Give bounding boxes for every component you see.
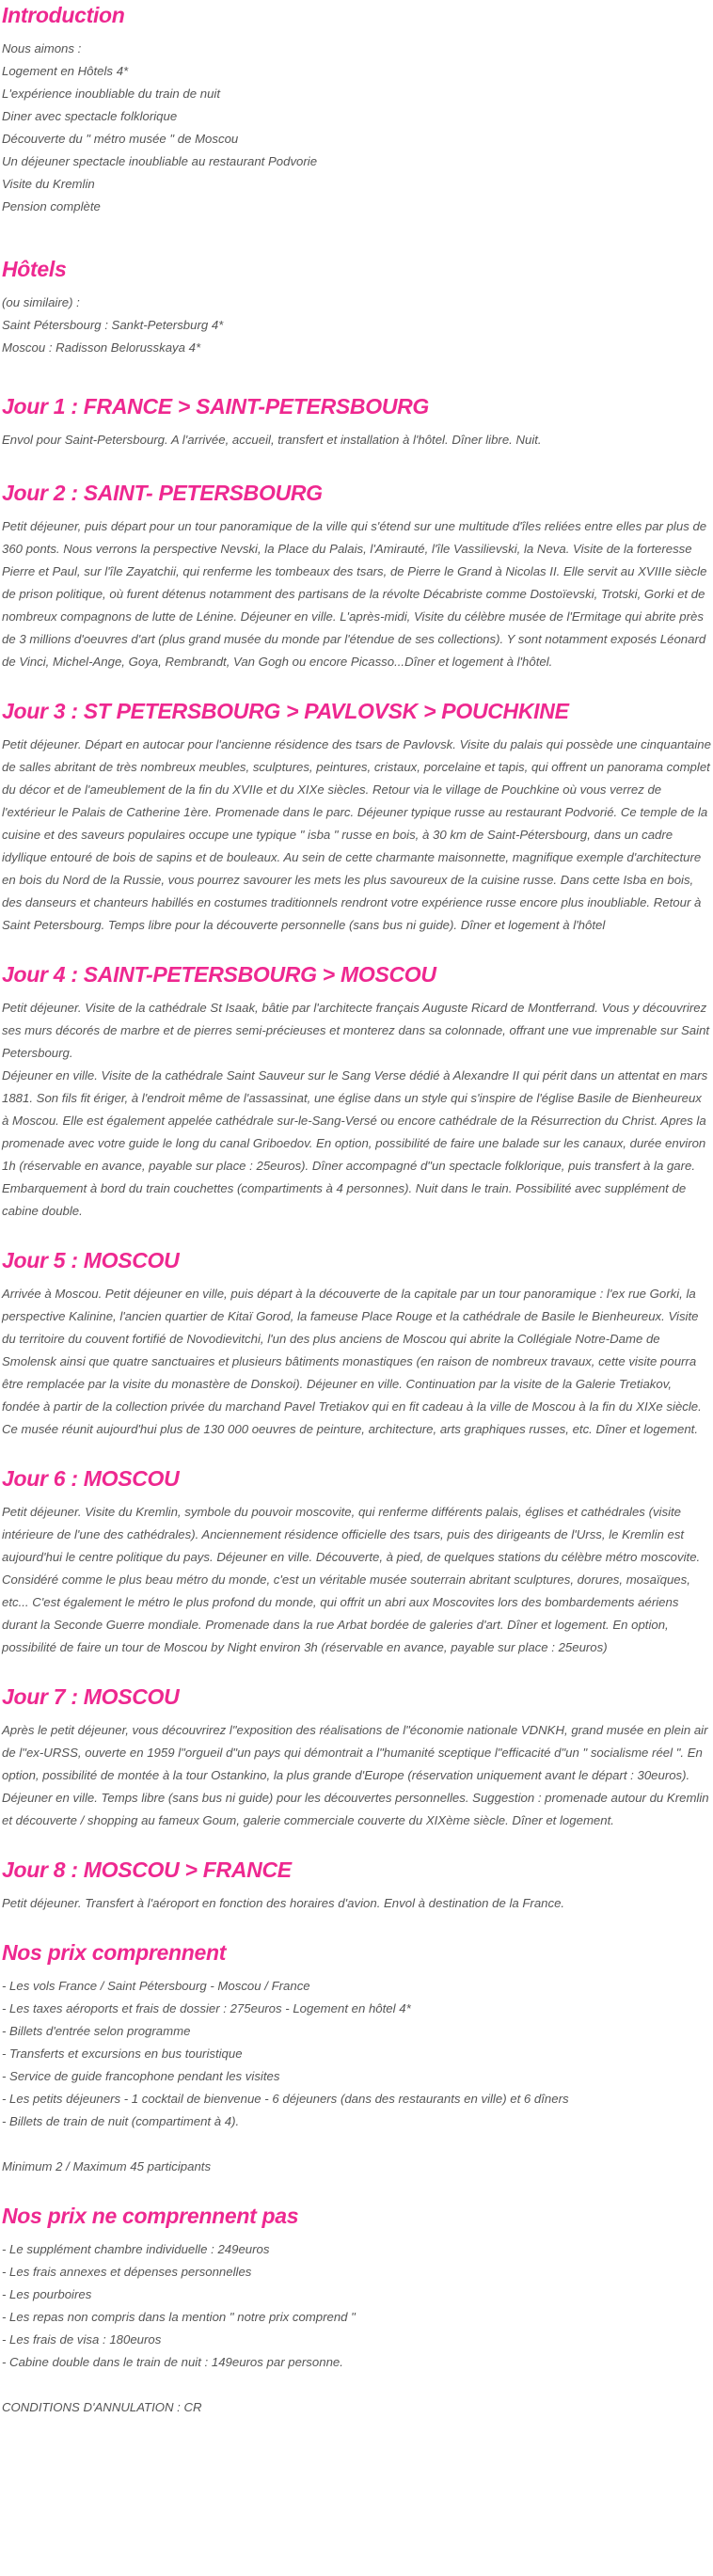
day-4-section xyxy=(2,961,711,1223)
cancellation-conditions: CONDITIONS D'ANNULATION : CR xyxy=(2,2400,202,2414)
day-description: Arrivée à Moscou. Petit déjeuner en ville, puis départ à la découverte de la capitale par un tour panoramique : l'ex rue Gorki, la perspective Kalinine, l'ancien quartier de Kitaï Gorod, la fameuse Place Rouge et la cathédrale de Basile le Bienheureux. Visite du territoire du couvent fortifié de Novodievitchi, l'un des plus anciens de Moscou qui abrite la Collégiale Notre-Dame de Smolensk ainsi que quatre sanctuaires et plusieurs bâtiments monastiques (en raison de nombreux travaux, cette visite pourra être remplacée par la visite du monastère de Donskoi). Déjeuner en ville. Continuation par la visite de la Galerie Tretiakov, fondée à partir de la collection privée du marchand Pavel Tretiakov qui en fit cadeau à la ville de Moscou à la fin du XIXe siècle. Ce musée réunit aujourd'hui plus de 130 000 oeuvres de peinture, architecture, arts graphiques russes, etc. Dîner et logement. xyxy=(2,1287,702,1436)
intro-line: Visite du Kremlin xyxy=(2,177,95,191)
spacer xyxy=(2,2133,711,2156)
intro-title: Introduction xyxy=(2,3,125,27)
price-excludes-item: - Les frais annexes et dépenses personnelles xyxy=(2,2265,252,2279)
spacer xyxy=(2,2374,711,2396)
hotels-list xyxy=(2,292,711,359)
day-description: Petit déjeuner. Visite du Kremlin, symbole du pouvoir moscovite, qui renferme différents palais, églises et cathédrales (visite intérieure de l'une des cathédrales). Anciennement résidence officielle des tsars, puis des dirigeants de l'Urss, le Kremlin est aujourd'hui le centre politique du pays. Déjeuner en ville. Découverte, à pied, de quelques stations du célèbre métro moscovite. Considéré comme le plus beau métro du monde, c'est un véritable musée souterrain abritant sculptures, dorures, mosaïques, etc... C'est également le métro le plus profond du monde, qui offrit un abri aux Moscovites lors des bombardements aériens durant la Seconde Guerre mondiale. Promenade dans la rue Arbat bordée de galeries d'art. Dîner et logement. En option, possibilité de faire un tour de Moscou by Night environ 3h (réservable en avance, payable sur place : 25euros) xyxy=(2,1505,701,1654)
day-description: Petit déjeuner, puis départ pour un tour panoramique de la ville qui s'étend sur une multitude d'îles reliées entre elles par plus de 360 ponts. Nous verrons la perspective Nevski, la Place du Palais, l'Amirauté, l'île Vassilievski, la Neva. Visite de la forteresse Pierre et Paul, sur l'île Zayatchii, qui renferme les tombeaux des tsars, de Pierre le Grand à Nicolas II. Elle servit au XVIIIe siècle de prison politique, où furent détenus notamment des partisans de la révolte Décabriste comme Dostoïevski, Trotski, Gorki et de nombreux compagnons de lutte de Lénine. Déjeuner en ville. L'après-midi, Visite du célèbre musée de l'Ermitage qui abrite près de 3 millions d'oeuvres d'art (plus grand musée du monde par l'étendue de ses collections). Y sont notamment exposés Léonard de Vinci, Michel-Ange, Goya, Rembrandt, Van Gogh ou encore Picasso...Dîner et logement à l'hôtel. xyxy=(2,519,707,669)
participants-text: Minimum 2 / Maximum 45 participants xyxy=(2,2159,212,2173)
hotels-line: Saint Pétersbourg : Sankt-Petersburg 4* xyxy=(2,318,224,332)
hotels-section xyxy=(2,256,711,359)
day-description: Envol pour Saint-Petersbourg. A l'arrivée, accueil, transfert et installation à l'hôtel. Dîner libre. Nuit. xyxy=(2,433,542,447)
day-5-section xyxy=(2,1247,711,1441)
day-1-section xyxy=(2,393,711,451)
price-includes-item: - Billets de train de nuit (compartiment à 4). xyxy=(2,2114,240,2128)
price-includes-item: - Les taxes aéroports et frais de dossier : 275euros - Logement en hôtel 4* xyxy=(2,2001,411,2015)
hotels-line: (ou similaire) : xyxy=(2,295,80,309)
day-title: Jour 7 : MOSCOU xyxy=(2,1684,180,1709)
intro-line: Logement en Hôtels 4* xyxy=(2,64,129,78)
day-description: Petit déjeuner. Départ en autocar pour l'ancienne résidence des tsars de Pavlovsk. Visite du palais qui possède une cinquantaine de salles abritant de très nombreux meubles, sculptures, peintures, cristaux, porcelaine et tapis, qui offrent un panorama complet du décor et de l'ameublement de la fin du XVIIe et du XIXe siècles. Retour via le village de Pouchkine où vous verrez de l'extérieur le Palais de Catherine 1ère. Promenade dans le parc. Déjeuner typique russe au restaurant Podvorié. Ce temple de la cuisine et des saveurs populaires occupe une typique " isba " russe en bois, à 30 km de Saint-Pétersbourg, dans un cadre idyllique entouré de bois de sapins et de bouleaux. Au sein de cette charmante maisonnette, magnifique exemple d'architecture en bois du Nord de la Russie, vous pourrez savourer les mets les plus savoureux de la cuisine russe. Dans cette Isba en bois, des danseurs et chanteurs habillés en costumes traditionnels rendront votre expérience russe encore plus inoubliable. Retour à Saint Petersbourg. Temps libre pour la découverte personnelle (sans bus ni guide). Dîner et logement à l'hôtel xyxy=(2,737,711,932)
price-excludes-list xyxy=(2,2238,711,2374)
price-excludes-title: Nos prix ne comprennent pas xyxy=(2,2204,299,2228)
price-excludes-item: - Le supplément chambre individuelle : 249euros xyxy=(2,2242,270,2256)
day-title: Jour 6 : MOSCOU xyxy=(2,1466,180,1491)
price-includes-title: Nos prix comprennent xyxy=(2,1940,227,1965)
price-includes-list xyxy=(2,1975,711,2133)
price-excludes-item: - Les repas non compris dans la mention " notre prix comprend " xyxy=(2,2310,356,2324)
intro-line: Découverte du " métro musée " de Moscou xyxy=(2,132,239,146)
intro-line: Nous aimons : xyxy=(2,41,82,55)
price-includes-section xyxy=(2,1939,711,2178)
intro-list xyxy=(2,38,711,218)
price-excludes-item: - Cabine double dans le train de nuit : 149euros par personne. xyxy=(2,2355,343,2369)
intro-section xyxy=(2,0,711,218)
day-title: Jour 1 : FRANCE > SAINT-PETERSBOURG xyxy=(2,394,430,419)
day-3-section xyxy=(2,698,711,937)
day-8-section xyxy=(2,1857,711,1915)
intro-line: Un déjeuner spectacle inoubliable au restaurant Podvorie xyxy=(2,154,318,168)
day-description: Petit déjeuner. Transfert à l'aéroport en fonction des horaires d'avion. Envol à destination de la France. xyxy=(2,1896,565,1910)
day-7-section xyxy=(2,1683,711,1832)
price-includes-item: - Les vols France / Saint Pétersbourg - Moscou / France xyxy=(2,1979,310,1993)
price-includes-item: - Billets d'entrée selon programme xyxy=(2,2024,191,2038)
price-excludes-item: - Les frais de visa : 180euros xyxy=(2,2332,162,2347)
price-includes-item: - Service de guide francophone pendant les visites xyxy=(2,2069,280,2083)
day-title: Jour 8 : MOSCOU > FRANCE xyxy=(2,1857,292,1882)
day-2-section xyxy=(2,480,711,673)
intro-line: Pension complète xyxy=(2,199,101,213)
price-excludes-section xyxy=(2,2203,711,2419)
day-title: Jour 2 : SAINT- PETERSBOURG xyxy=(2,481,323,505)
hotels-line: Moscou : Radisson Belorusskaya 4* xyxy=(2,340,201,355)
day-description: Petit déjeuner. Visite de la cathédrale St Isaak, bâtie par l'architecte français Auguste Ricard de Montferrand. Vous y découvrirez ses murs décorés de marbre et de pierres semi-précieuses et monterez dans sa colonnade, offrant une vue imprenable sur Saint Petersbourg. xyxy=(2,1001,710,1060)
day-title: Jour 4 : SAINT-PETERSBOURG > MOSCOU xyxy=(2,962,436,987)
intro-line: L'expérience inoubliable du train de nuit xyxy=(2,87,220,101)
day-title: Jour 5 : MOSCOU xyxy=(2,1248,180,1272)
hotels-title: Hôtels xyxy=(2,257,67,281)
intro-line: Diner avec spectacle folklorique xyxy=(2,109,178,123)
price-excludes-item: - Les pourboires xyxy=(2,2287,92,2301)
day-6-section xyxy=(2,1465,711,1659)
price-includes-item: - Transferts et excursions en bus touristique xyxy=(2,2047,243,2061)
day-description: Après le petit déjeuner, vous découvrirez l"exposition des réalisations de l"économie nationale VDNKH, grand musée en plein air de l"ex-URSS, ouverte en 1959 l"orgueil d"un pays qui démontrait a l"humanité sceptique l"efficacité d"un " socialisme réel ". En option, possibilité de montée à la tour Ostankino, la plus grande d'Europe (réservation uniquement avant le départ : 30euros). Déjeuner en ville. Temps libre (sans bus ni guide) pour les découvertes personnelles. Suggestion : promenade autour du Kremlin et découverte / shopping au fameux Goum, galerie commerciale couverte du XIXème siècle. Dîner et logement. xyxy=(2,1723,709,1827)
day-title: Jour 3 : ST PETERSBOURG > PAVLOVSK > POUCHKINE xyxy=(2,699,569,723)
price-includes-item: - Les petits déjeuners - 1 cocktail de bienvenue - 6 déjeuners (dans des restaurants en ville) et 6 dîners xyxy=(2,2092,569,2106)
day-description-continued: Déjeuner en ville. Visite de la cathédrale Saint Sauveur sur le Sang Verse dédié à Alexandre II qui périt dans un attentat en mars 1881. Son fils fit ériger, à l'endroit même de l'assassinat, une église dans un style qui s'inspire de l'église Basile de Bienheureux à Moscou. Elle est également appelée cathédrale sur-le-Sang-Versé ou encore cathédrale de la Résurrection du Christ. Apres la promenade avec votre guide le long du canal Griboedov. En option, possibilité de faire une balade sur les canaux, durée environ 1h (réservable en avance, payable sur place : 25euros). Dîner accompagné d"un spectacle folklorique, puis transfert à la gare. Embarquement à bord du train couchettes (compartiments à 4 personnes). Nuit dans le train. Possibilité avec supplément de cabine double. xyxy=(2,1068,708,1218)
